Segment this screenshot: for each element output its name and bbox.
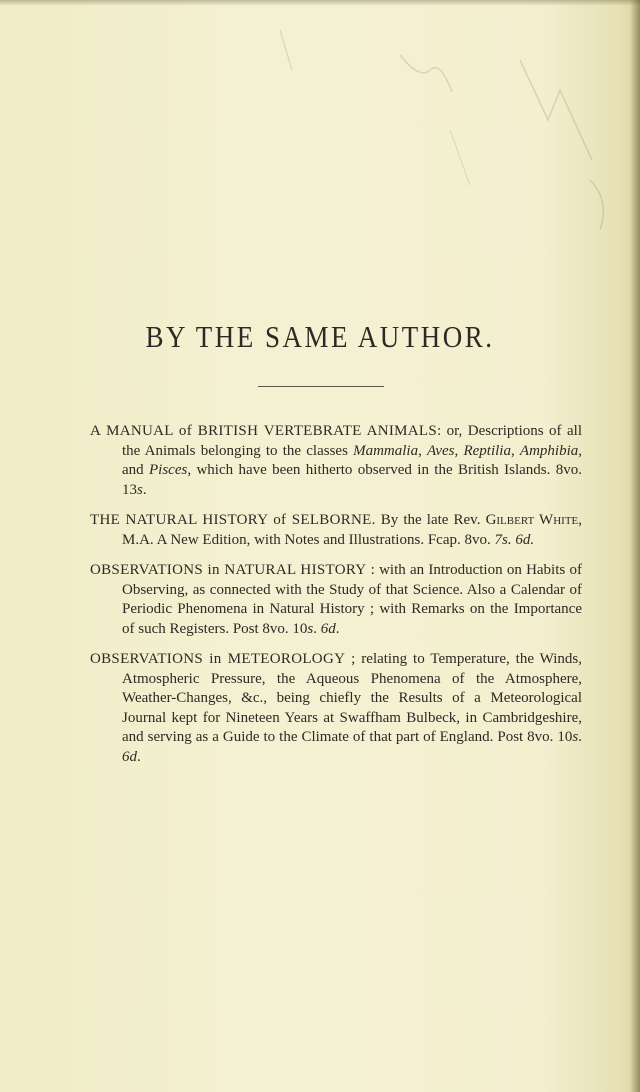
entry-text: , and [122, 442, 582, 478]
entry-italic: s [572, 729, 579, 745]
entry-text: , [510, 442, 520, 459]
entry-italic: Amphibia [519, 442, 579, 459]
book-entry-manual [90, 422, 582, 500]
heading-rule [258, 386, 384, 387]
entry-text: ; relating to Temperature, the Winds, Atmospheric Pressure, the Aqueous Phenomena of the Atmosphere, Weather-Changes, &c., being chiefly the Results of a Meteorological Journal kept for Nineteen Years at Swaffham Bulbeck, in Cambridgeshire, and serving as a Guide to the Climate of that part of England. Post 8vo. 10 [122, 651, 582, 745]
page-heading: BY THE SAME AUTHOR. [145, 320, 495, 354]
entry-italic: s [137, 481, 143, 498]
entry-title: THE NATURAL HISTORY of SELBORNE. [90, 512, 376, 528]
entry-text: , [454, 442, 464, 459]
book-entry-meteorology [90, 650, 582, 767]
entry-title: OBSERVATIONS in NATURAL HISTORY [90, 562, 367, 578]
entry-text: , which have been hitherto observed in the British Islands. 8vo. 13 [122, 462, 582, 498]
entry-text: : or, Descriptions of all the Animals belonging to the classes [122, 423, 582, 459]
book-entry-selborne [90, 511, 582, 550]
entry-text: , [418, 442, 428, 459]
book-list [90, 422, 582, 778]
entry-italic: 6d [320, 620, 336, 637]
entry-text: . [313, 620, 321, 637]
entry-title: OBSERVATIONS in METEOROLOGY [90, 651, 346, 667]
entry-italic: Reptilia [463, 442, 511, 459]
entry-text: : with an Introduction on Habits of Observing, as connected with the Study of that Science. Also a Calendar of Periodic Phenomena in Natural History ; with Remarks on the Importance of such Registers. Post 8vo. 10 [122, 562, 582, 637]
entry-italic: Pisces [149, 462, 188, 478]
entry-text: . [335, 620, 340, 637]
entry-text: . [578, 729, 582, 745]
entry-text: . [137, 748, 141, 765]
entry-italic: Aves [427, 442, 455, 459]
ink-bleed-through [0, 0, 640, 300]
book-entry-natural-history [90, 561, 582, 639]
entry-author-name: Gilbert White [485, 512, 579, 528]
entry-italic: s [307, 620, 314, 637]
entry-price: 7s. 6d. [494, 531, 535, 548]
entry-title: A MANUAL of BRITISH VERTEBRATE ANIMALS [90, 423, 438, 439]
entry-text: By the late Rev. [375, 512, 486, 528]
entry-italic: Mammalia [353, 442, 419, 459]
entry-italic: 6d [122, 748, 137, 765]
entry-text: , M.A. A New Edition, with Notes and Illustrations. Fcap. 8vo. [122, 512, 583, 548]
entry-text: . [142, 481, 147, 498]
